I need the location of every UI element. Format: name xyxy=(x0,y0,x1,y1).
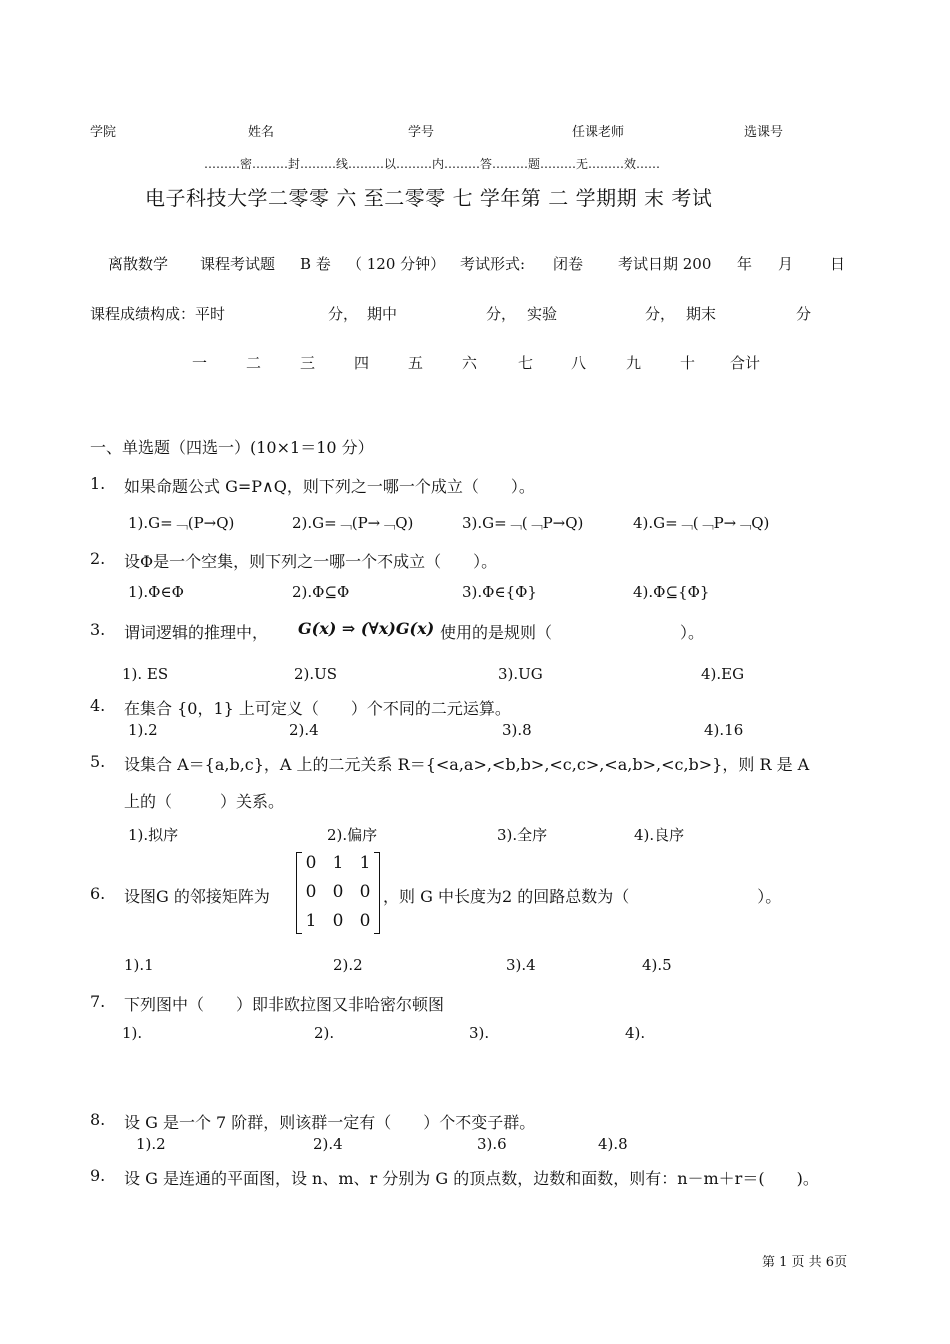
exam-title: 电子科技大学二零零 六 至二零零 七 学年第 二 学期期 末 考试 xyxy=(145,186,713,210)
option: 4).G=﹁(﹁P→﹁Q) xyxy=(633,514,770,532)
score-col-9: 九 xyxy=(626,354,642,372)
score-col-10: 十 xyxy=(680,354,696,372)
formula: G(x) ⇒ (∀x)G(x) xyxy=(298,619,435,638)
question-number: 6. xyxy=(90,884,106,903)
info-duration: （ 120 分钟） xyxy=(347,255,446,273)
option: 4).Φ⊆{Φ} xyxy=(633,583,710,601)
score-col-3: 三 xyxy=(300,354,316,372)
option: 2).Φ⊆Φ xyxy=(292,583,350,601)
header-name: 姓名 xyxy=(248,125,275,140)
matrix-cell: 0 xyxy=(359,882,371,902)
option: 3).4 xyxy=(506,956,536,974)
option: 1).1 xyxy=(124,956,154,974)
option: 3).全序 xyxy=(497,826,548,844)
score-col-8: 八 xyxy=(571,354,587,372)
option: 3). xyxy=(469,1024,490,1042)
question-number: 2. xyxy=(90,549,106,568)
score-regular-label: 课程成绩构成：平时 xyxy=(90,305,226,323)
question-text-cont: 使用的是规则（ ）。 xyxy=(440,623,705,642)
option: 1). ES xyxy=(122,665,169,683)
info-month: 月 xyxy=(778,255,794,273)
seal-line: ………密………封………线………以………内………答………题………无………效…… xyxy=(204,157,661,171)
option: 1). xyxy=(122,1024,143,1042)
matrix-cell: 0 xyxy=(332,882,344,902)
question-number: 8. xyxy=(90,1110,106,1129)
header-teacher: 任课老师 xyxy=(572,125,625,140)
option: 2).偏序 xyxy=(327,826,378,844)
score-col-4: 四 xyxy=(354,354,370,372)
info-format: 闭卷 xyxy=(553,255,584,273)
option: 1).G=﹁(P→Q) xyxy=(128,514,235,532)
question-text: 在集合 {0，1} 上可定义（ ）个不同的二元运算。 xyxy=(124,699,511,718)
score-col-5: 五 xyxy=(408,354,424,372)
option: 4).8 xyxy=(598,1135,628,1153)
section-title: 一、单选题（四选一）(10×1＝10 分） xyxy=(90,438,374,457)
option: 4).16 xyxy=(704,721,744,739)
info-course: 离散数学 xyxy=(108,255,169,273)
info-exam-label: 课程考试题 xyxy=(200,255,276,273)
question-text-cont: ，则 G 中长度为2 的回路总数为（ ）。 xyxy=(383,887,782,906)
option: 1).拟序 xyxy=(128,826,179,844)
adjacency-matrix xyxy=(296,852,380,934)
question-text: 如果命题公式 G=P∧Q，则下列之一哪一个成立（ ）。 xyxy=(124,477,535,496)
matrix-cell: 1 xyxy=(332,853,344,873)
question-number: 3. xyxy=(90,620,106,639)
question-text: 下列图中（ ）即非欧拉图又非哈密尔顿图 xyxy=(124,995,445,1014)
score-col-7: 七 xyxy=(518,354,534,372)
question-number: 1. xyxy=(90,474,106,493)
score-final-label: 期末 xyxy=(686,305,717,323)
question-number: 5. xyxy=(90,752,106,771)
info-date-label: 考试日期 200 xyxy=(618,255,712,273)
option: 3).UG xyxy=(498,665,543,683)
option: 4).良序 xyxy=(634,826,685,844)
score-unit-1: 分， xyxy=(328,305,359,323)
option: 2).2 xyxy=(333,956,363,974)
info-paper: B 卷 xyxy=(300,255,331,273)
info-year: 年 xyxy=(737,255,753,273)
score-unit-4: 分 xyxy=(796,305,812,323)
header-college: 学院 xyxy=(90,125,117,140)
matrix-cell: 1 xyxy=(305,911,317,931)
question-number: 7. xyxy=(90,992,106,1011)
header-course-id: 选课号 xyxy=(744,125,784,140)
matrix-cell: 0 xyxy=(359,911,371,931)
question-text: 设 G 是一个 7 阶群，则该群一定有（ ）个不变子群。 xyxy=(124,1113,536,1132)
option: 1).Φ∈Φ xyxy=(128,583,184,601)
matrix-cell: 0 xyxy=(305,853,317,873)
info-format-label: 考试形式: xyxy=(460,255,526,273)
question-number: 9. xyxy=(90,1166,106,1185)
option: 2). xyxy=(314,1024,335,1042)
option: 1).2 xyxy=(136,1135,166,1153)
question-text-cont: 上的（ ）关系。 xyxy=(124,792,285,811)
score-midterm-label: 期中 xyxy=(367,305,398,323)
score-unit-2: 分， xyxy=(486,305,517,323)
page-footer: 第 1 页 共 6页 xyxy=(762,1255,848,1270)
question-text: 设图G 的邻接矩阵为 xyxy=(124,887,270,906)
score-col-2: 二 xyxy=(246,354,262,372)
option: 2).4 xyxy=(313,1135,343,1153)
option: 2).US xyxy=(294,665,338,683)
option: 2).4 xyxy=(289,721,319,739)
question-text: 谓词逻辑的推理中， xyxy=(124,623,269,642)
option: 4). xyxy=(625,1024,646,1042)
matrix-cell: 0 xyxy=(305,882,317,902)
matrix-right-bracket xyxy=(374,852,380,934)
option: 3).Φ∈{Φ} xyxy=(462,583,537,601)
score-col-6: 六 xyxy=(462,354,478,372)
matrix-left-bracket xyxy=(296,852,302,934)
score-unit-3: 分， xyxy=(645,305,676,323)
option: 3).8 xyxy=(502,721,532,739)
info-day: 日 xyxy=(830,255,846,273)
score-col-1: 一 xyxy=(192,354,208,372)
option: 4).5 xyxy=(642,956,672,974)
option: 3).G=﹁(﹁P→Q) xyxy=(462,514,584,532)
option: 1).2 xyxy=(128,721,158,739)
header-student-id: 学号 xyxy=(408,125,435,140)
score-col-total: 合计 xyxy=(730,354,761,372)
option: 3).6 xyxy=(477,1135,507,1153)
question-text: 设 G 是连通的平面图，设 n、m、r 分别为 G 的顶点数，边数和面数，则有：n－m＋r＝( )。 xyxy=(124,1169,819,1188)
score-lab-label: 实验 xyxy=(527,305,558,323)
question-number: 4. xyxy=(90,696,106,715)
option: 2).G=﹁(P→﹁Q) xyxy=(292,514,414,532)
question-text: 设集合 A＝{a,b,c}，A 上的二元关系 R＝{<a,a>,<b,b>,<c,c>,<a,b>,<c,b>}，则 R 是 A xyxy=(124,755,810,774)
matrix-cell: 0 xyxy=(332,911,344,931)
question-text: 设Φ是一个空集，则下列之一哪一个不成立（ ）。 xyxy=(124,552,498,571)
option: 4).EG xyxy=(701,665,745,683)
matrix-cell: 1 xyxy=(359,853,371,873)
